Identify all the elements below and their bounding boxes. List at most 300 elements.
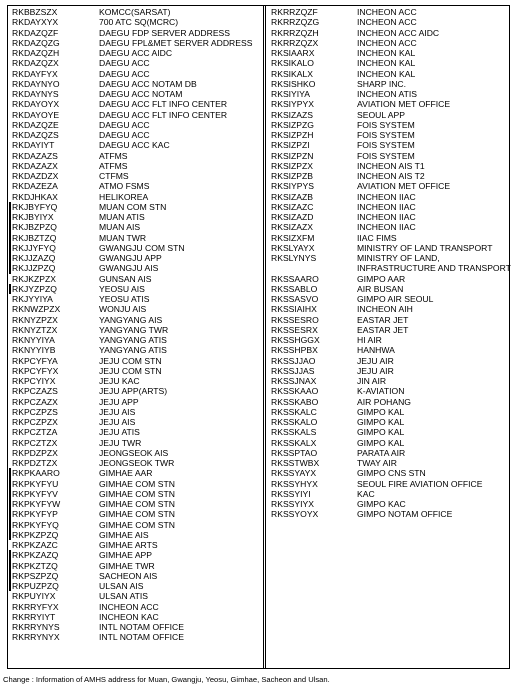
table-row (12, 58, 262, 68)
address-code: RKPKZAZC (12, 540, 58, 550)
address-code: RKSSYOYX (271, 509, 319, 520)
table-row (12, 274, 262, 284)
change-footnote: Change : Information of AMHS address for Muan, Gwangju, Yeosu, Gimhae, Sacheon and Ulsan. (3, 675, 330, 684)
address-code: RKSSYHYX (271, 478, 318, 489)
address-code: RKSIZAZS (271, 109, 314, 120)
table-row (12, 69, 262, 79)
table-row (271, 386, 511, 396)
table-row (271, 58, 511, 68)
address-code: RKJYYIYA (12, 294, 53, 304)
address-code: RKSISHKO (271, 78, 316, 89)
table-row (271, 468, 511, 478)
table-row (12, 243, 262, 253)
table-row (12, 520, 262, 530)
address-code: RKPKZPZQ (12, 529, 59, 540)
table-row (271, 202, 511, 212)
table-row (12, 171, 262, 181)
address-code: RKDAZAZX (12, 160, 58, 171)
address-code: RKDAZQZS (12, 130, 59, 140)
table-row (12, 622, 262, 632)
address-code: RKSIYIYA (271, 89, 311, 99)
address-code: RKNYZTZX (12, 324, 58, 335)
table-row (271, 427, 511, 437)
table-row (12, 366, 262, 376)
address-code: RKSIZPZX (271, 160, 314, 171)
table-row (12, 356, 262, 366)
address-description: INCHEON AIS T2 (357, 171, 425, 181)
address-description: INCHEON IIAC (357, 201, 416, 212)
table-row (271, 448, 511, 458)
table-row (271, 356, 511, 366)
table-row (271, 110, 511, 120)
address-code: RKDAZQZG (12, 37, 60, 48)
address-code: RKDAZQZE (12, 119, 59, 130)
address-description: JEONGSEOK AIS (99, 447, 169, 458)
address-code: RKPKZAZQ (12, 550, 59, 561)
table-row (12, 304, 262, 314)
table-row (12, 284, 262, 294)
address-description: JEJU COM STN (99, 365, 162, 376)
address-code: RKSSYIYI (271, 488, 311, 499)
address-code: RKRRYIYT (12, 611, 56, 622)
address-description: INTL NOTAM OFFICE (99, 632, 184, 643)
address-code: RKRRZQZF (271, 7, 318, 17)
table-row (12, 561, 262, 571)
address-code: RKPCZTZA (12, 427, 58, 438)
table-row (12, 294, 262, 304)
column-divider (263, 6, 266, 668)
address-code: RKPDZPZX (12, 447, 58, 458)
address-description: EASTAR JET (357, 324, 409, 335)
table-row (12, 7, 262, 17)
address-description: ATFMS (99, 160, 128, 171)
address-description: CTFMS (99, 171, 129, 181)
address-code: RKSIZPZH (271, 130, 314, 140)
address-description: DAEGU ACC (99, 68, 150, 79)
table-row (12, 28, 262, 38)
table-row (12, 192, 262, 202)
address-description: K-AVIATION (357, 386, 405, 397)
address-description: GIMPO AIR SEOUL (357, 294, 434, 304)
address-code: RKDAYFYX (12, 68, 58, 79)
address-description: INCHEON ACC (357, 7, 417, 17)
address-description: INCHEON AIS T1 (357, 160, 425, 171)
table-row (271, 499, 511, 509)
address-description: GUNSAN AIS (99, 273, 152, 284)
address-code: RKSSTWBX (271, 458, 320, 468)
address-description: AVIATION MET OFFICE (357, 99, 451, 110)
table-row (271, 345, 511, 355)
address-code: RKPKAARO (12, 468, 60, 479)
table-row (271, 253, 511, 263)
address-code: RKPKYFYV (12, 488, 58, 499)
address-description: INCHEON KAC (99, 611, 159, 622)
table-row (12, 345, 262, 355)
address-description: DAEGU ACC (99, 119, 150, 130)
address-description: GIMPO KAL (357, 437, 405, 448)
address-code: RKJYZPZQ (12, 283, 57, 294)
address-description: YANGYANG AIS (99, 314, 163, 325)
table-row (12, 632, 262, 642)
address-description: INCHEON IIAC (357, 212, 416, 222)
address-code: RKSSIAIHX (271, 304, 317, 315)
address-description: AIR POHANG (357, 396, 411, 407)
address-code: RKSSASVO (271, 294, 319, 304)
address-description: JIN AIR (357, 376, 387, 386)
table-row (271, 376, 511, 386)
address-code: RKPCZPZS (12, 406, 58, 417)
address-code: RKSIKALX (271, 68, 314, 79)
address-description: INCHEON ATIS (357, 89, 418, 99)
table-row (12, 499, 262, 509)
address-code: RKSIAARX (271, 48, 315, 58)
address-code: RKNYZPZX (12, 314, 58, 325)
table-row (271, 274, 511, 284)
table-row (12, 161, 262, 171)
address-code: RKNYYIYA (12, 335, 55, 345)
address-code: RKBBZSZX (12, 7, 58, 17)
address-description: KAC (357, 488, 375, 499)
table-row (271, 294, 511, 304)
address-code: RKDAZDZX (12, 171, 59, 181)
address-description: DAEGU FPL&MET SERVER ADDRESS (99, 37, 253, 48)
address-code: RKPKYFYU (12, 478, 59, 489)
address-description: GIMPO KAC (357, 499, 406, 509)
table-row (271, 48, 511, 58)
address-description: DAEGU FDP SERVER ADDRESS (99, 27, 231, 38)
table-row (12, 509, 262, 519)
table-row (12, 335, 262, 345)
address-description: MINISTRY OF LAND TRANSPORT (357, 242, 493, 253)
table-row (271, 171, 511, 181)
address-description: AVIATION MET OFFICE (357, 181, 451, 192)
address-description: INCHEON AIH (357, 304, 413, 315)
address-code: RKPSZPZQ (12, 570, 59, 581)
address-code: RKJJYFYQ (12, 242, 56, 253)
address-code: RKDAYNYS (12, 89, 59, 99)
address-code: RKSSJJAS (271, 365, 315, 376)
address-code: RKJBYFYQ (12, 201, 58, 212)
address-description: SEOUL FIRE AVIATION OFFICE (357, 478, 483, 489)
address-description: INCHEON ACC (357, 37, 417, 48)
address-code: RKPCYFYA (12, 355, 58, 366)
table-row (271, 438, 511, 448)
table-row (271, 69, 511, 79)
table-row (12, 48, 262, 58)
table-row (12, 233, 262, 243)
table-row (271, 325, 511, 335)
address-code: RKJKZPZX (12, 273, 56, 284)
address-description: MUAN TWR (99, 232, 147, 243)
address-description: GWANGJU APP (99, 253, 162, 263)
address-code: RKRRYFYX (12, 601, 59, 612)
address-description: JEJU AIR (357, 365, 394, 376)
table-row (271, 284, 511, 294)
table-row (271, 28, 511, 38)
address-code: RKSIZPZI (271, 140, 310, 151)
table-row (12, 550, 262, 560)
address-description: DAEGU ACC AIDC (99, 48, 173, 58)
address-description: GIMPO NOTAM OFFICE (357, 509, 453, 520)
address-description: GIMHAE COM STN (99, 509, 175, 520)
address-description: TWAY AIR (357, 458, 397, 468)
table-row (271, 489, 511, 499)
table-row (12, 448, 262, 458)
address-description: ULSAN AIS (99, 581, 144, 591)
address-code: RKPCZTZX (12, 437, 58, 448)
address-code: RKNWZPZX (12, 304, 61, 315)
address-code: RKSIYPYX (271, 99, 314, 110)
address-description: WONJU AIS (99, 304, 147, 315)
address-description: YEOSU AIS (99, 283, 145, 294)
table-row (271, 397, 511, 407)
address-description: SHARP INC. (357, 78, 407, 89)
address-code: RKRRYNYX (12, 632, 60, 643)
address-description: MUAN AIS (99, 222, 141, 233)
address-code: RKRRYNYS (12, 622, 60, 632)
address-description: HELIKOREA (99, 191, 149, 202)
address-code: RKPKYFYQ (12, 519, 59, 530)
address-code: RKSIZPZG (271, 119, 314, 130)
address-code: RKDAYXYX (12, 17, 59, 28)
address-description: JEJU AIS (99, 406, 136, 417)
address-code: RKSSKALX (271, 437, 317, 448)
address-description: INCHEON IIAC (357, 222, 416, 233)
address-description: 700 ATC SQ(MCRC) (99, 17, 179, 28)
address-description: FOIS SYSTEM (357, 150, 415, 161)
table-row (271, 192, 511, 202)
table-row (12, 571, 262, 581)
address-code: RKSSHGGX (271, 335, 320, 345)
address-description: MUAN COM STN (99, 201, 167, 212)
table-row (12, 202, 262, 212)
address-description: HANHWA (357, 345, 395, 356)
address-code: RKDAYOYX (12, 99, 60, 110)
table-row (12, 222, 262, 232)
address-code: RKDAZQZF (12, 27, 59, 38)
address-description: GIMHAE ARTS (99, 540, 158, 550)
table-row (12, 79, 262, 89)
address-description: JEJU ATIS (99, 427, 140, 438)
address-description: DAEGU ACC FLT INFO CENTER (99, 109, 228, 120)
address-description: JEJU APP (99, 396, 139, 407)
address-description: YANGYANG ATIS (99, 345, 167, 356)
table-row (271, 458, 511, 468)
address-code: RKDAYNYO (12, 78, 60, 89)
address-description: GIMHAE COM STN (99, 519, 175, 530)
address-code: RKDAYOYE (12, 109, 60, 120)
table-row (12, 612, 262, 622)
address-code: RKSSYIYX (271, 499, 314, 509)
table-row (271, 130, 511, 140)
address-description: INFRASTRUCTURE AND TRANSPORT (357, 263, 511, 274)
table-row (12, 468, 262, 478)
table-row (271, 304, 511, 314)
table-row (271, 89, 511, 99)
table-row (12, 591, 262, 601)
address-code: RKSSKAAO (271, 386, 319, 397)
table-row (271, 140, 511, 150)
address-code: RKSSHPBX (271, 345, 318, 356)
address-description: JEJU COM STN (99, 355, 162, 366)
table-row (271, 161, 511, 171)
address-description: GIMPO KAL (357, 406, 405, 417)
address-description: GIMPO AAR (357, 273, 406, 284)
table-row (271, 335, 511, 345)
address-description: FOIS SYSTEM (357, 130, 415, 140)
table-row (12, 325, 262, 335)
address-code: RKSIZAZB (271, 191, 314, 202)
address-description: INCHEON ACC (99, 601, 159, 612)
address-code: RKSIZAZX (271, 222, 314, 233)
address-description: GIMHAE COM STN (99, 488, 175, 499)
table-row (271, 7, 511, 17)
address-description: ATMO FSMS (99, 181, 150, 192)
table-row (12, 458, 262, 468)
table-row (271, 417, 511, 427)
address-code: RKSSESRX (271, 324, 318, 335)
address-code: RKDAZQZH (12, 48, 60, 58)
address-code: RKPKYFYW (12, 499, 61, 509)
address-description: YANGYANG ATIS (99, 335, 167, 345)
address-description: INCHEON KAL (357, 58, 416, 69)
address-description: INCHEON IIAC (357, 191, 416, 202)
table-row (12, 417, 262, 427)
address-code: RKPCZAZS (12, 386, 58, 397)
address-code: RKSSKALO (271, 417, 318, 427)
table-row (12, 407, 262, 417)
address-code: RKDAZQZX (12, 58, 59, 69)
address-description: GIMHAE AAR (99, 468, 153, 479)
address-code: RKSIZAZC (271, 201, 314, 212)
address-code: RKSLYAYX (271, 242, 315, 253)
address-description: INCHEON ACC (357, 17, 417, 28)
table-row (12, 110, 262, 120)
address-description: YANGYANG TWR (99, 324, 169, 335)
address-description: AIR BUSAN (357, 283, 404, 294)
address-description: GIMHAE COM STN (99, 478, 175, 489)
address-description: IIAC FIMS (357, 232, 397, 243)
address-description: GWANGJU AIS (99, 263, 159, 274)
address-code: RKNYYIYB (12, 345, 56, 356)
address-description: FOIS SYSTEM (357, 140, 415, 151)
address-description: SACHEON AIS (99, 570, 158, 581)
address-description: JEJU KAC (99, 376, 140, 386)
address-code: RKJJZAZQ (12, 253, 56, 263)
table-row (271, 38, 511, 48)
table-row (271, 222, 511, 232)
address-code: RKPCYFYX (12, 365, 59, 376)
address-description: GIMPO KAL (357, 417, 405, 427)
address-description: JEONGSEOK TWR (99, 458, 175, 468)
address-code: RKSIZPZB (271, 171, 314, 181)
table-row (271, 181, 511, 191)
table-row (271, 233, 511, 243)
address-code: RKSIZXFM (271, 232, 315, 243)
address-description: GWANGJU COM STN (99, 242, 185, 253)
address-description: INCHEON KAL (357, 68, 416, 79)
table-row (12, 581, 262, 591)
address-code: RKSSJNAX (271, 376, 317, 386)
address-description: GIMHAE AIS (99, 529, 149, 540)
table-row (12, 397, 262, 407)
address-description: JEJU AIS (99, 417, 136, 427)
table-row (12, 386, 262, 396)
table-row (271, 263, 511, 273)
address-code: RKSIZAZD (271, 212, 314, 222)
table-row (271, 17, 511, 27)
table-row (12, 489, 262, 499)
right-column (271, 7, 511, 520)
table-row (12, 602, 262, 612)
address-code: RKJJZPZQ (12, 263, 56, 274)
table-row (12, 540, 262, 550)
address-code: RKRRZQZH (271, 27, 319, 38)
table-row (12, 315, 262, 325)
address-code: RKJBZTZQ (12, 232, 57, 243)
address-description: DAEGU ACC NOTAM (99, 89, 183, 99)
table-row (12, 427, 262, 437)
table-row (12, 140, 262, 150)
address-code: RKSSPTAO (271, 447, 318, 458)
address-code: RKJBZPZQ (12, 222, 57, 233)
address-code: RKRRZQZX (271, 37, 319, 48)
table-row (12, 17, 262, 27)
address-description: DAEGU ACC (99, 130, 150, 140)
address-code: RKPUYIYX (12, 591, 56, 602)
table-row (12, 151, 262, 161)
address-code: RKSSKALC (271, 406, 317, 417)
table-row (271, 366, 511, 376)
address-description: JEJU AIR (357, 355, 394, 366)
table-row (12, 263, 262, 273)
table-row (12, 438, 262, 448)
address-description: EASTAR JET (357, 314, 409, 325)
address-description: GIMHAE APP (99, 550, 153, 561)
address-code: RKDJHKAX (12, 191, 58, 202)
address-description: JEJU TWR (99, 437, 142, 448)
table-row (12, 376, 262, 386)
address-code: RKPCZPZX (12, 417, 58, 427)
table-row (12, 212, 262, 222)
address-code: RKSSAARO (271, 273, 319, 284)
table-row (271, 479, 511, 489)
address-description: PARATA AIR (357, 447, 406, 458)
address-code: RKPDZTZX (12, 458, 58, 468)
address-code: RKSSKABO (271, 396, 319, 407)
address-code: RKSLYNYS (271, 253, 317, 263)
table-row (12, 130, 262, 140)
address-description: SEOUL APP (357, 109, 405, 120)
table-row (271, 407, 511, 417)
table-row (271, 212, 511, 222)
address-description: ULSAN ATIS (99, 591, 149, 602)
address-description: INCHEON KAL (357, 48, 416, 58)
address-code: RKPKYFYP (12, 509, 58, 520)
table-row (12, 38, 262, 48)
address-description: GIMHAE TWR (99, 560, 155, 571)
address-description: DAEGU ACC NOTAM DB (99, 78, 197, 89)
address-description: GIMPO CNS STN (357, 468, 426, 479)
address-description: MUAN ATIS (99, 212, 145, 222)
address-code: RKRRZQZG (271, 17, 320, 28)
table-row (12, 253, 262, 263)
table-row (12, 120, 262, 130)
table-row (12, 530, 262, 540)
address-description: INTL NOTAM OFFICE (99, 622, 184, 632)
address-code: RKPCZAZX (12, 396, 58, 407)
address-description: DAEGU ACC KAC (99, 140, 170, 151)
